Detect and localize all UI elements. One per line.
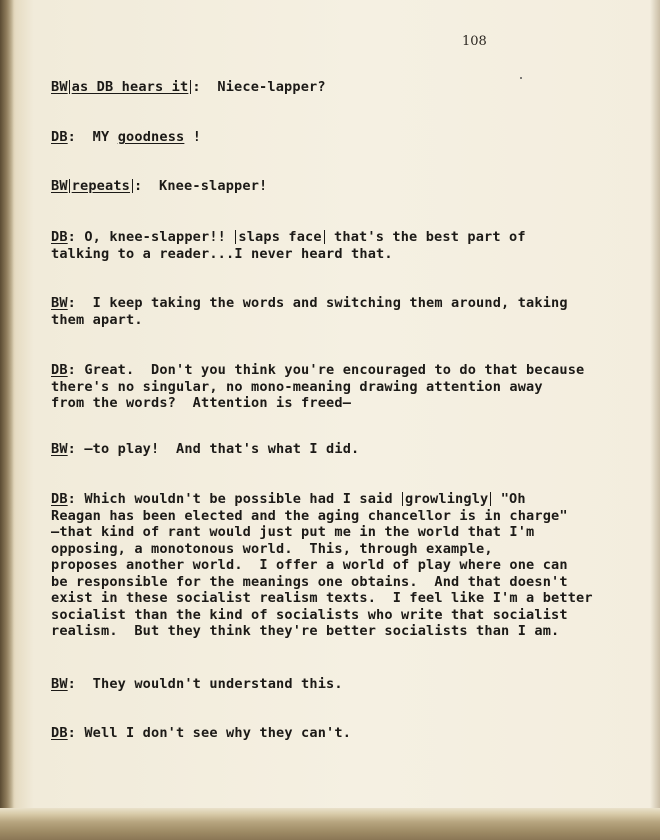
line-text: "Oh Reagan has been elected and the aging chancellor is in charge" —that kind of rant would just put me in the world that I'm opposing, a monotonous world. This, through example, proposes another world. I offer a world of play where one can be responsible for the meanings one obtains. And that doesn't exist in these socialist realism texts. I feel like I'm a better socialist than the kind of socialists who write that socialist realism. But they think they're better socialists than I am. [51,491,593,639]
speaker-label: DB [51,129,68,145]
dialogue-line-1 [51,79,611,96]
bracketed-note: repeats [69,179,133,193]
speaker-label: BW [51,178,68,194]
line-text: : Great. Don't you think you're encouraged to do that because there's no singular, no mono-meaning drawing attention away from the words? Attention is freed— [51,362,585,411]
page-edge-shadow [650,0,660,840]
dialogue-line-4 [51,229,611,262]
line-text: ! [184,129,202,145]
line-text: : Which wouldn't be possible had I said [67,491,402,507]
line-text: that's the best part of talking to a reader...I never heard that. [51,229,526,262]
dialogue-line-9 [51,676,611,693]
speaker-label: BW [51,79,68,95]
line-text: : They wouldn't understand this. [67,676,343,692]
dialogue-line-8 [51,491,611,640]
speaker-label: DB [51,362,68,378]
speaker-label: DB [51,491,68,507]
bracketed-note: slaps face [235,230,324,244]
speaker-label: DB [51,229,68,245]
speaker-label: BW [51,676,68,692]
speaker-label: BW [51,441,68,457]
dialogue-line-3 [51,178,611,195]
bracketed-note: growlingly [402,492,491,506]
dialogue-line-5 [51,295,611,328]
dialogue-line-6 [51,362,611,412]
speaker-label: BW [51,295,68,311]
line-text: : O, knee-slapper!! [67,229,235,245]
book-gutter-shadow [0,0,14,840]
line-text: : —to play! And that's what I did. [67,441,360,457]
line-text: : Niece-lapper? [192,79,326,95]
page-number: 108 [462,34,487,49]
line-text: : Knee-slapper! [134,178,268,194]
page-bottom-edge [0,808,660,840]
dialogue-line-2 [51,129,611,146]
line-text: : MY [67,129,118,145]
line-text: : Well I don't see why they can't. [67,725,352,741]
line-text: : I keep taking the words and switching them around, taking them apart. [51,295,568,328]
dialogue-line-10 [51,725,611,742]
underlined-word: goodness [117,129,185,145]
speaker-label: DB [51,725,68,741]
dialogue-line-7 [51,441,611,458]
bracketed-note: as DB hears it [69,80,192,94]
